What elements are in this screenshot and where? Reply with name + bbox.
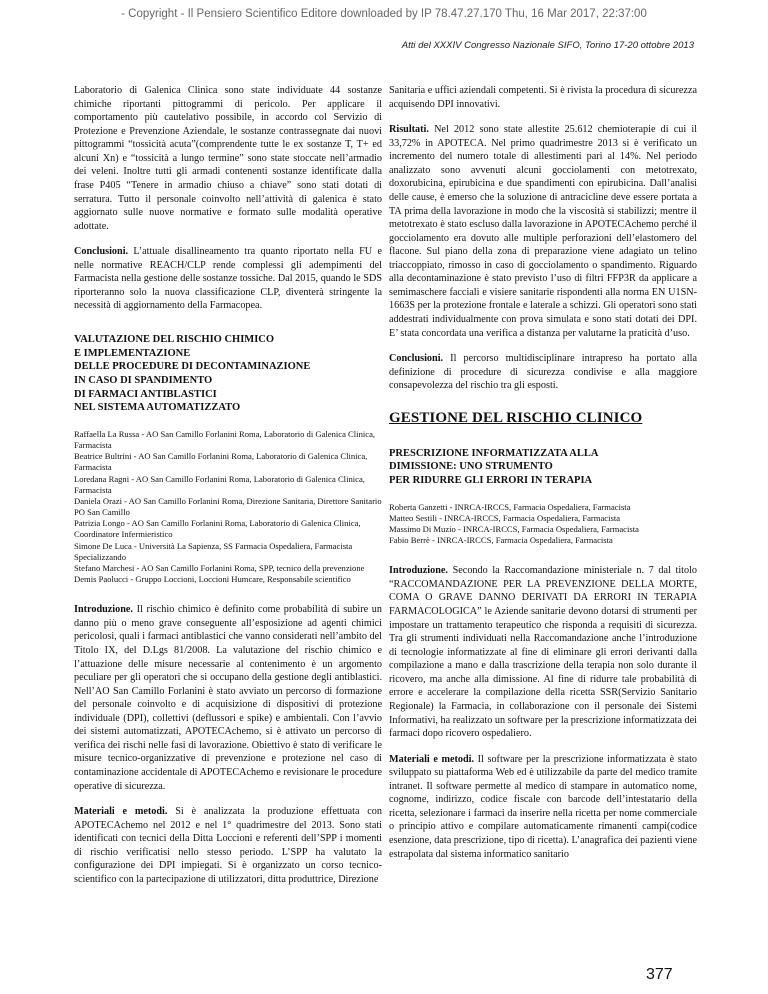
results-paragraph bbox=[389, 123, 697, 340]
section-heading: GESTIONE DEL RISCHIO CLINICO bbox=[389, 409, 643, 426]
results-lead: Risultati. bbox=[389, 124, 429, 136]
conclusions-paragraph bbox=[74, 245, 382, 313]
introduction-lead: Introduzione. bbox=[389, 565, 448, 577]
title-line: DI FARMACI ANTIBLASTICI bbox=[74, 388, 217, 400]
paragraph-continuation: Laboratorio di Galenica Clinica sono state individuate 44 sostanze chimiche riportanti pittogrammi di pericolo. Per applicare il comportamento più cautelativo possibile, in accordo col Servizio di Protezione e Prevenzione Aziendale, le sostanze contrassegnate dai nuovi pittogrammi “tossicità acuta”(comprendente tutte le ex sostanze T, T+ ed alcuni Xn) e “tossicità a lungo termine” sono state stoccate nell’armadio dei veleni. Inoltre tutti gli armadi contenenti sostanze identificate dalla frase P405 “Tenere in armadio chiuso a chiave” sono stati dotati di serratura. Tutto il personale coinvolto nell’attività di galenica è stato aggiornato sulle nuove normative e formato sulle modalità operative adottate. bbox=[74, 85, 382, 232]
author-entry: Stefano Marchesi - AO San Camillo Forlanini Roma, SPP, tecnico della prevenzione bbox=[74, 562, 365, 573]
author-entry: Patrizia Longo - AO San Camillo Forlanini Roma, Laboratorio di Galenica Clinica, Coordinatore Infermieristico bbox=[74, 518, 361, 540]
conclusions-lead: Conclusioni. bbox=[74, 246, 129, 258]
author-entry: Beatrice Bultrini - AO San Camillo Forlanini Roma, Laboratorio di Galenica Clinica, Farmacista bbox=[74, 451, 368, 473]
author-list bbox=[389, 502, 697, 547]
methods-lead: Materiali e metodi. bbox=[389, 753, 475, 765]
copyright-banner: - Copyright - Il Pensiero Scientifico Editore downloaded by IP 78.47.27.170 Thu, 16 Mar 2017, 22:37:00 bbox=[121, 8, 647, 20]
author-entry: Matteo Sestili - INRCA-IRCCS, Farmacia Ospedaliera, Farmacista bbox=[389, 512, 621, 523]
author-entry: Daniela Orazi - AO San Camillo Forlanini Roma, Direzione Sanitaria, Direttore Sanitario PO San Camillo bbox=[74, 495, 382, 518]
conclusions-paragraph bbox=[389, 352, 697, 393]
conclusions-text: Il percorso multidisciplinare intrapreso ha portato alla definizione di procedure di sicurezza condivise e alla maggiore consapevolezza del rischio tra gli esposti. bbox=[389, 353, 697, 392]
author-entry: Raffaella La Russa - AO San Camillo Forlanini Roma, Laboratorio di Galenica Clinica, Farmacista bbox=[74, 428, 376, 451]
methods-text: Il software per la prescrizione informatizzata è stato sviluppato su piattaforma Web ed è utilizzabile da parte del medico tramite intranet. Il software permette al medico di stampare in automatico nome, cognome, indirizzo, codice fiscale con barcode dell’intestatario della ricetta, selezionare i farmaci da inserire nella ricetta per nome commerciale o principio attivo e compilare automaticamente rimanenti campi(codice esenzione, data prescrizione, tipo di ricetta). L’anagrafica dei pazienti viene estrapolata dal sistema informatico sanitario bbox=[389, 753, 697, 860]
article-title bbox=[74, 333, 382, 415]
conclusions-text: L’attuale disallineamento tra quanto riportato nella FU e nelle normative REACH/CLP rende complessi gli adempimenti del Farmacista nella gestione delle sostanze tossiche. Dal 2015, quando le SDS riporteranno solo la nuova classificazione CLP, diventerà stringente la necessità di aggiornamento della Farmacopea. bbox=[74, 246, 382, 312]
title-line: VALUTAZIONE DEL RISCHIO CHIMICO bbox=[74, 334, 275, 345]
author-entry: Roberta Ganzetti - INRCA-IRCCS, Farmacia Ospedaliera, Farmacista bbox=[389, 501, 631, 512]
methods-paragraph bbox=[389, 753, 697, 862]
article-title bbox=[389, 447, 697, 488]
author-list bbox=[74, 429, 382, 585]
title-line: DIMISSIONE: UNO STRUMENTO bbox=[389, 461, 553, 473]
title-line: DELLE PROCEDURE DI DECONTAMINAZIONE bbox=[74, 361, 311, 373]
introduction-text: Secondo la Raccomandazione ministeriale n. 7 dal titolo “RACCOMANDAZIONE PER LA PREVENZIONE DELLA MORTE, COMA O GRAVE DANNO DERIVATI DA ERRORI IN TERAPIA FARMACOLOGICA” le Aziende sanitarie devono dotarsi di strumenti per impostare un trattamento terapeutico che risponda a requisiti di sicurezza. Tra gli strumenti individuati nella Raccomandazione anche l’introduzione di tecnologie informatizzate al fine di eliminare gli errori derivanti dalla compilazione a mano e dalla trascrizione della terapia non solo durante il ricovero, ma anche alla dimissione. Al fine di ridurre tale probabilità di errore e accelerare la compilazione della ricetta SSR(Servizio Sanitario Regionale) la Farmacia, in collaborazione con il personale dei Sistemi Informativi, ha realizzato un software per la prescrizione informatizzata dei farmaci dopo ricovero ospedaliero. bbox=[389, 565, 697, 740]
right-column bbox=[389, 84, 697, 873]
title-line: IN CASO DI SPANDIMENTO bbox=[74, 374, 213, 386]
author-entry: Demis Paolucci - Gruppo Loccioni, Loccioni Humcare, Responsabile scientifico bbox=[74, 574, 351, 585]
conclusions-lead: Conclusioni. bbox=[389, 353, 444, 365]
methods-paragraph bbox=[74, 805, 382, 886]
author-entry: Loredana Ragni - AO San Camillo Forlanini Roma, Laboratorio di Galenica Clinica, Farmacista bbox=[74, 473, 365, 495]
paragraph-continuation: Sanitaria e uffici aziendali competenti. Si è rivista la procedura di sicurezza acquisendo DPI innovativi. bbox=[389, 85, 697, 110]
title-line: E IMPLEMENTAZIONE bbox=[74, 347, 191, 359]
title-line: PER RIDURRE GLI ERRORI IN TERAPIA bbox=[389, 475, 593, 487]
title-line: PRESCRIZIONE INFORMATIZZATA ALLA bbox=[389, 447, 599, 459]
introduction-lead: Introduzione. bbox=[74, 604, 133, 616]
running-head: Atti del XXXIV Congresso Nazionale SIFO, Torino 17-20 ottobre 2013 bbox=[401, 40, 694, 51]
methods-lead: Materiali e metodi. bbox=[74, 806, 168, 818]
author-entry: Simone De Luca - Università La Sapienza, SS Farmacia Ospedaliera, Farmacista Specializzando bbox=[74, 540, 353, 562]
introduction-paragraph bbox=[74, 603, 382, 793]
left-column bbox=[74, 84, 382, 899]
methods-text: Si è analizzata la produzione effettuata con APOTECAchemo nel 2012 e nel 1° quadrimestre del 2013. Sono stati identificati con tecnici della Ditta Loccioni e referenti dell’SPP i momenti di rischio verificatisi nello stesso periodo. L’SPP ha valutato la configurazione dei DPI impiegati. Si è organizzato un corso tecnico-scientifico con la partecipazione di utilizzatori, ditta produttrice, Direzione bbox=[74, 806, 382, 885]
author-entry: Massimo Di Muzio - INRCA-IRCCS, Farmacia Ospedaliera, Farmacista bbox=[389, 524, 639, 535]
introduction-paragraph bbox=[389, 564, 697, 740]
introduction-text: Il rischio chimico è definito come probabilità di subire un danno più o meno grave conseguente all’esposizione ad agenti chimici pericolosi, quali i farmaci antiblastici che vanno considerati nell’ambito del Titolo IX, del D.Lgs 81/2008. La valutazione del rischio chimico e l’attuazione delle misure necessarie al contenimento è un argomento peculiare per gli operatori che si occupano della gestione degli antiblastici. Nell’AO San Camillo Forlanini è stato avviato un percorso di formazione del personale coinvolto e di acquisizione di dispositivi di protezione individuale (DPI), collettivi (deflussori e spike) e ambientali. Con l’avvio dei sistemi automatizzati, APOTECAchemo, si è attivato un percorso di verifica dei rischi nelle fasi di lavorazione. Obiettivo è stato di verificare le misure tecnico-organizzative di prevenzione e protezione nel caso di contaminazione accidentale di APOTECAchemo e revisionare le procedure operative di sicurezza. bbox=[74, 604, 382, 792]
results-text: Nel 2012 sono state allestite 25.612 chemioterapie di cui il 33,72% in APOTECA. Nel primo quadrimestre 2013 si è verificato un incremento del numero totale di allestimenti pari al 14%. Nel periodo analizzato sono avvenuti alcuni gocciolamenti con metotrexato, doxorubicina, epirubicina e due spandimenti con epirubicina. Dall’analisi delle cause, è emerso che la soluzione di antracicline deve essere portata a TA prima della lavorazione in modo che la viscosità si stabilizzi; mentre il metotrexato è stato escluso dalla lavorazione in APOTECAchemo perché il gocciolamento era dovuto alle multiple perforazioni dell’elastomero del flacone. Sul piano della zona di preparazione viene adagiato un telino triaccoppiato, rimosso in caso di gocciolamento o spandimento. Riguardo alla decontaminazione è stato previsto l’uso di filtri FFP3R da applicare a semimaschere facciali e visiere sanitarie rispondenti alla norma EN U1SN-1663S per la protezione frontale e laterale a schizzi. Gli operatori sono stati addestrati individualmente con prova simulata e sono stati dotati dei DPI. E’ stata concordata una verifica a distanza per valutarne la praticità d’uso. bbox=[389, 124, 697, 339]
title-line: NEL SISTEMA AUTOMATIZZATO bbox=[74, 402, 241, 414]
author-entry: Fabio Berrè - INRCA-IRCCS, Farmacia Ospedaliera, Farmacista bbox=[389, 535, 613, 546]
page-number: 377 bbox=[646, 966, 673, 983]
